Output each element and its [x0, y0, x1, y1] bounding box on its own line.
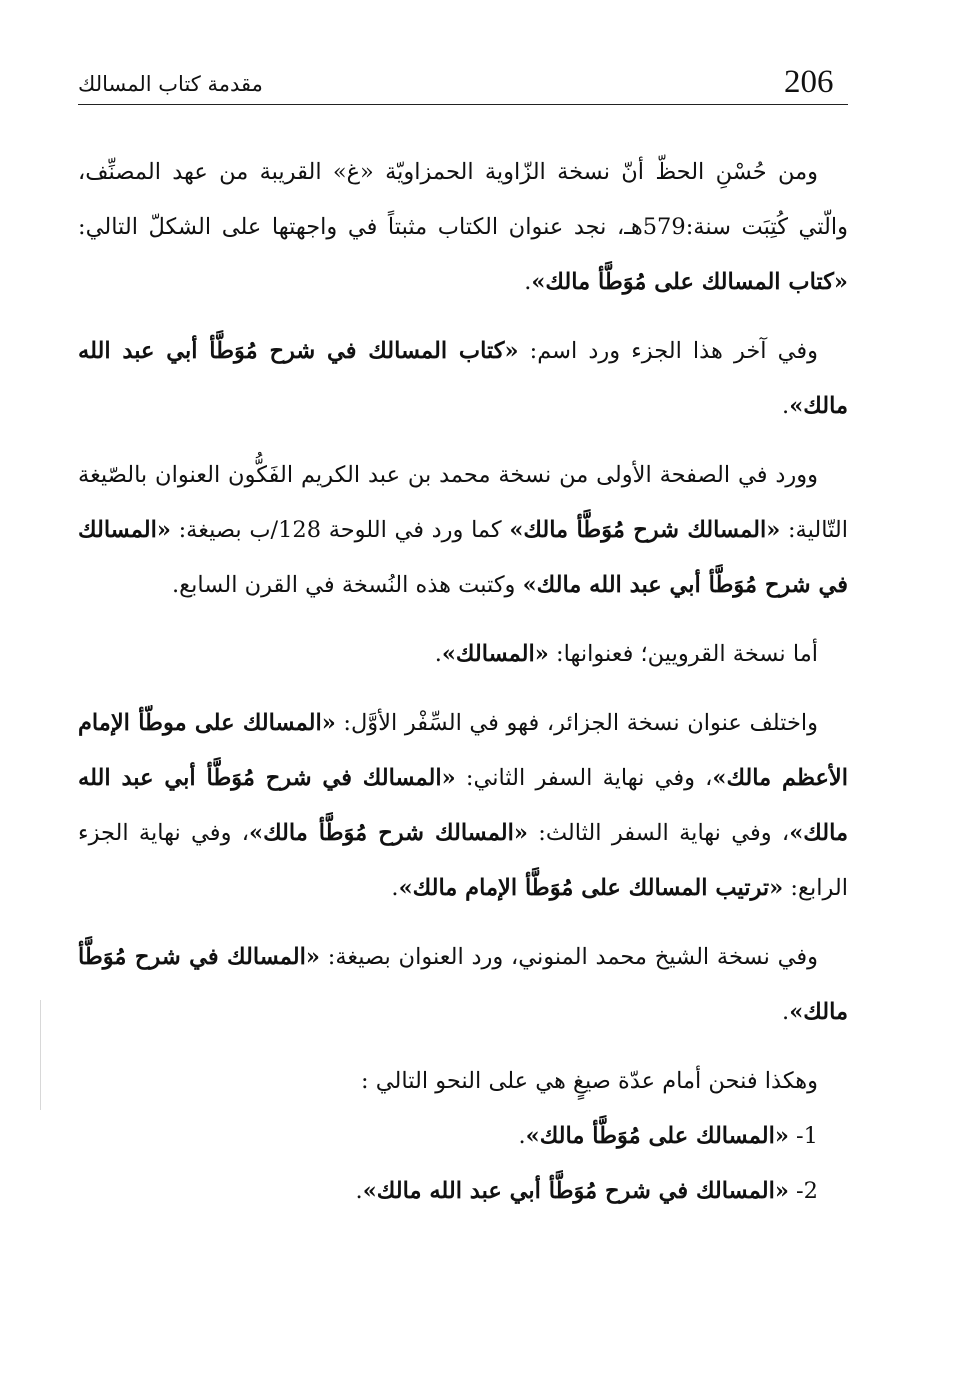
text-run: .: [518, 1123, 526, 1149]
book-title-quote: «المسالك شرح مُوَطَّأ مالك»: [249, 820, 528, 846]
text-run: .: [391, 875, 399, 901]
list-item: [78, 1109, 848, 1164]
text-run: ومن حُسْنِ الحظّ أنّ نسخة الزّاوية الحمزاويّة «غ» القريبة من عهد المصنِّف، والّتي كُتِبَت سنة:579هـ، نجد عنوان الكتاب مثبتاً في واجهتها على الشكلّ التالي:: [78, 159, 848, 240]
running-title: مقدمة كتاب المسالك: [78, 72, 263, 96]
paragraph-2: [78, 324, 848, 434]
book-title-quote: «المسالك في شرح مُوَطَّأ أبي عبد الله مالك»: [78, 517, 848, 598]
text-run: .: [782, 999, 790, 1025]
text-run: وهكذا فنحن أمام عدّة صيغٍ هي على النحو التالي :: [361, 1068, 818, 1094]
page-number: 206: [784, 64, 834, 100]
book-title-quote: «المسالك في شرح مُوَطَّأ أبي عبد الله مالك»: [78, 765, 848, 846]
text-run: كما ورد في اللوحة 128/ب بصيغة:: [170, 517, 510, 543]
list-number: 2-: [788, 1178, 818, 1204]
header-rule: [78, 104, 848, 105]
text-run: .: [782, 393, 790, 419]
text-run: .: [434, 641, 442, 667]
book-title-quote: «المسالك في شرح مُوَطَّأ مالك»: [78, 944, 848, 1025]
text-run: ، وفي نهاية السفر الثالث:: [527, 820, 790, 846]
text-run: .: [524, 269, 532, 295]
scan-edge-line: [40, 1000, 41, 1110]
text-run: وفي آخر هذا الجزء ورد اسم:: [518, 338, 818, 364]
book-title-quote: «المسالك على مُوَطَّأ مالك»: [525, 1123, 789, 1149]
page-header: [78, 62, 848, 106]
paragraph-5: [78, 696, 848, 916]
text-run: وكتبت هذه النُسخة في القرن السابع.: [172, 572, 523, 598]
text-run: ، وفي نهاية السفر الثاني:: [455, 765, 713, 791]
text-run: وورد في الصفحة الأولى من نسخة محمد بن عبد الكريم الفَكُّون العنوان بالصّيغة التّالية:: [78, 462, 848, 543]
paragraph-4: [78, 627, 848, 682]
text-run: ، وفي نهاية الجزء الرابع:: [78, 820, 848, 901]
paragraph-3: [78, 448, 848, 613]
book-title-quote: «المسالك»: [441, 641, 549, 667]
text-run: وفي نسخة الشيخ محمد المنوني، ورد العنوان بصيغة:: [319, 944, 818, 970]
book-title-quote: «المسالك شرح مُوَطَّأ مالك»: [509, 517, 781, 543]
paragraph-1: [78, 145, 848, 310]
book-title-quote: «ترتيب المسالك على مُوَطَّأ الإمام مالك»: [398, 875, 784, 901]
book-title-quote: «كتاب المسالك على مُوَطَّأ مالك»: [531, 269, 848, 295]
text-run: واختلف عنوان نسخة الجزائر، فهو في السِّفْر الأوَّل:: [335, 710, 818, 736]
body-text: [78, 145, 848, 1219]
list-item: [78, 1164, 848, 1219]
text-run: أما نسخة القرويين؛ فعنوانها:: [548, 641, 818, 667]
book-title-quote: «كتاب المسالك في شرح مُوَطَّأ أبي عبد الله مالك»: [78, 338, 848, 419]
book-title-quote: «المسالك في شرح مُوَطَّأ أبي عبد الله مالك»: [362, 1178, 789, 1204]
book-title-quote: «المسالك على موطّأ الإمام الأعظم مالك»: [78, 710, 848, 791]
list-number: 1-: [788, 1123, 818, 1149]
paragraph-6: [78, 930, 848, 1040]
list-intro: [78, 1054, 848, 1109]
text-run: .: [355, 1178, 363, 1204]
